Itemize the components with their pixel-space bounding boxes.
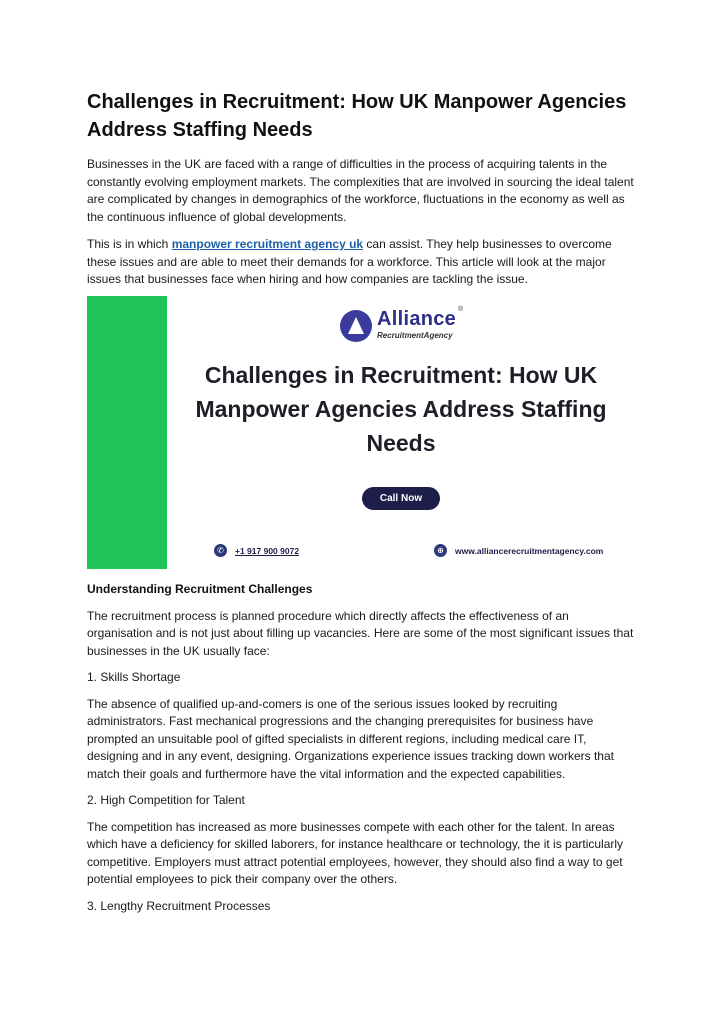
- article-body: [87, 581, 635, 915]
- section-heading: Understanding Recruitment Challenges: [87, 582, 313, 596]
- agency-paragraph-after: can assist. They help businesses to overcome these issues and are able to meet their demands for a workforce. This article will look at the major issues that businesses face when hiring and how companies are tackling the issue.: [87, 237, 612, 286]
- banner-title: Challenges in Recruitment: How UK Manpower Agencies Address Staffing Needs: [195, 362, 607, 456]
- agency-paragraph: [87, 236, 635, 289]
- globe-icon: ⊕: [434, 544, 447, 557]
- item2-body: The competition has increased as more businesses compete with each other for the talent. In areas which have a deficiency for skilled laborers, for instance healthcare or technology, the it is particularly competitive. Employers must attract potential employees, however, they should also find a way to get potential employees to pick their company over the others.: [87, 819, 624, 886]
- alliance-logo-icon: [340, 310, 372, 342]
- article-header: [87, 88, 635, 289]
- logo-registered-mark: ®: [458, 306, 464, 313]
- item1-title: 1. Skills Shortage: [87, 670, 181, 684]
- alliance-logo: [340, 306, 465, 342]
- article-banner-image: [87, 296, 635, 569]
- phone-number: +1 917 900 9072: [235, 545, 300, 556]
- agency-paragraph-before: This is in which: [87, 237, 172, 251]
- logo-name: Alliance: [377, 308, 457, 330]
- page-title: Challenges in Recruitment: How UK Manpower Agencies Address Staffing Needs: [87, 91, 627, 141]
- intro-paragraph: Businesses in the UK are faced with a range of difficulties in the process of acquiring talents in the constantly evolving employment markets. The complexities that are involved in sourcing the ideal talent are complicated by changes in demographics of the workforce, fluctuations in the economy as well as the continuous influence of global developments.: [87, 157, 634, 224]
- banner-phone: [214, 544, 299, 557]
- call-now-button: Call Now: [362, 487, 440, 510]
- website-url: www.alliancerecruitmentagency.com: [455, 545, 604, 556]
- item1-body: The absence of qualified up-and-comers is one of the serious issues looked by recruiting administrators. Fast mechanical progressions and the changing prerequisites for business have prompted an unsuitable pool of gifted specialists in different regions, including medical care IT, designing and in any event, designing. Organizations experience issues tracking down workers that match their goals and furthermore have the vital information and the expected capabilities.: [87, 696, 614, 781]
- banner-green-strip: [87, 296, 167, 569]
- section-intro: The recruitment process is planned procedure which directly affects the effectiveness of an organisation and is not just about filling up vacancies. Here are some of the most significant issues that businesses in the UK usually face:: [87, 608, 634, 658]
- item2-title: 2. High Competition for Talent: [87, 793, 245, 807]
- agency-link[interactable]: manpower recruitment agency uk: [171, 237, 364, 251]
- item3-title: 3. Lengthy Recruitment Processes: [87, 898, 271, 913]
- logo-subtitle: RecruitmentAgency: [377, 331, 453, 340]
- phone-icon: ✆: [214, 544, 227, 557]
- banner-website: [434, 544, 603, 557]
